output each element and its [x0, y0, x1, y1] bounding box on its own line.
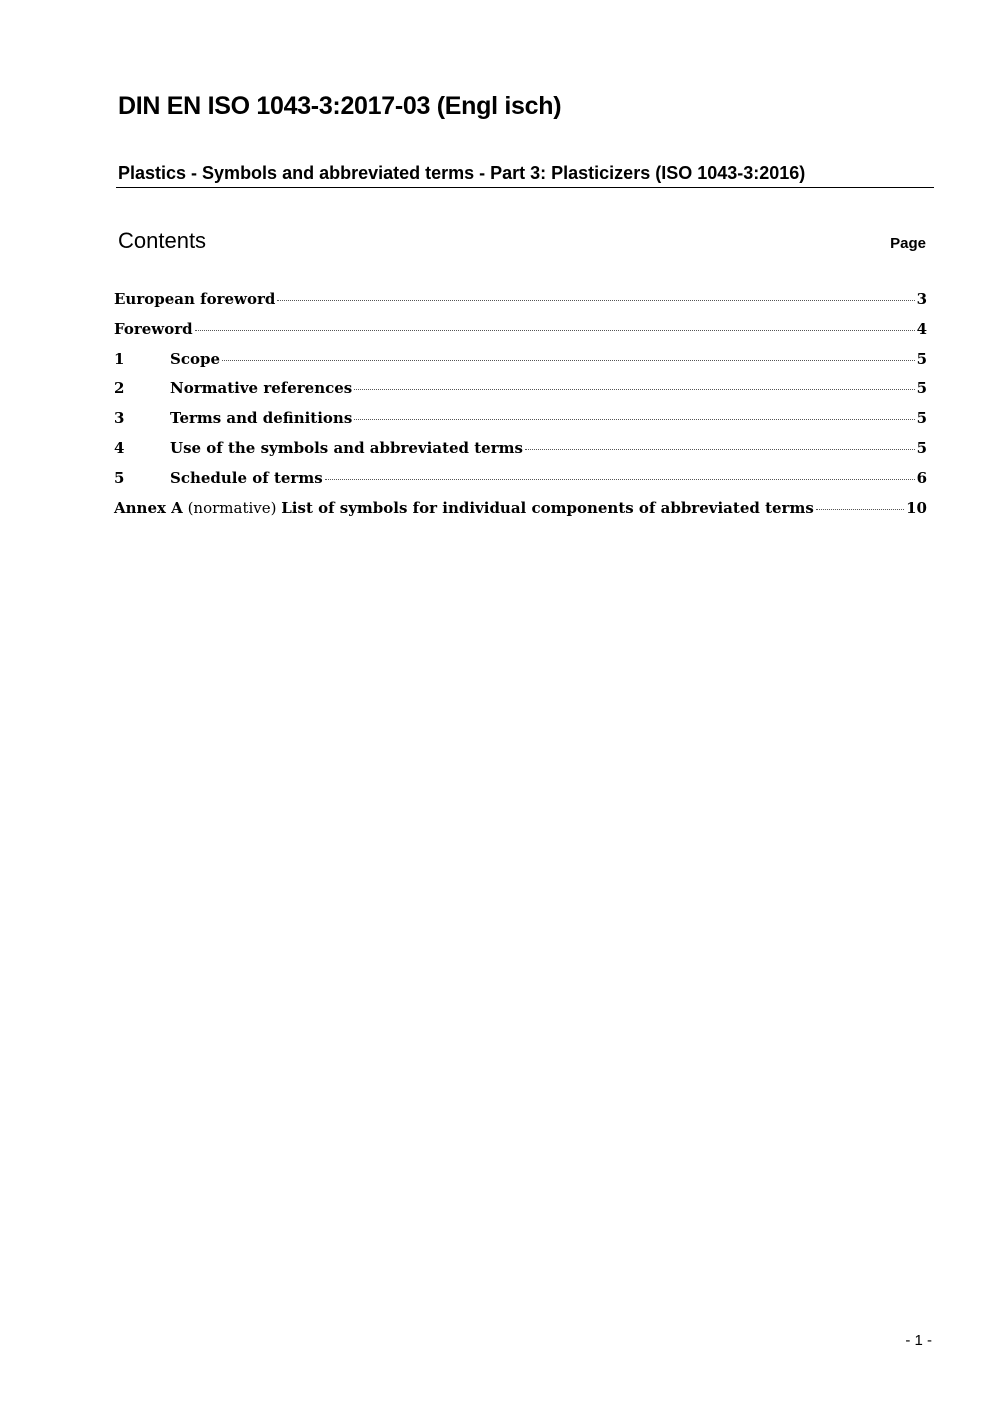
- toc-entry-schedule-of-terms[interactable]: [114, 469, 927, 499]
- toc-entry-page: 5: [916, 438, 927, 457]
- toc-entry-normative-references[interactable]: [114, 379, 927, 409]
- toc-entry-title: Scope: [170, 349, 221, 368]
- toc-entry-page: 4: [916, 319, 927, 338]
- toc-entry-page: 10: [906, 498, 927, 517]
- toc-entry-number: 1: [114, 349, 125, 368]
- toc-entry-title: Normative references: [170, 379, 353, 398]
- annex-type: (normative): [182, 498, 282, 517]
- toc-dot-leader: [354, 389, 914, 390]
- toc-entry-title: [114, 499, 814, 517]
- annex-title: List of symbols for individual components of abbreviated terms: [281, 498, 814, 517]
- toc-entry-title: Use of the symbols and abbreviated terms: [170, 438, 523, 457]
- toc-entry-number: 3: [114, 409, 125, 428]
- page-number: - 1 -: [905, 1332, 932, 1349]
- toc-dot-leader: [354, 419, 914, 420]
- toc-dot-leader: [222, 360, 915, 361]
- table-of-contents: [114, 290, 927, 528]
- document-title: DIN EN ISO 1043-3:2017-03 (Engl isch): [118, 92, 562, 120]
- toc-entry-title: European foreword: [114, 290, 276, 308]
- toc-entry-title: Terms and definitions: [170, 409, 353, 428]
- toc-entry-terms-and-definitions[interactable]: [114, 409, 927, 439]
- document-subtitle: Plastics - Symbols and abbreviated terms - Part 3: Plasticizers (ISO 1043-3:2016): [118, 163, 806, 183]
- toc-entry-number: 4: [114, 438, 125, 457]
- toc-entry-page: 5: [916, 409, 927, 428]
- toc-entry-foreword[interactable]: [114, 320, 927, 350]
- toc-entry-title: Schedule of terms: [170, 468, 323, 487]
- toc-dot-leader: [816, 509, 904, 510]
- contents-heading: Contents: [118, 228, 207, 253]
- annex-label: Annex A: [114, 498, 183, 517]
- toc-dot-leader: [525, 449, 915, 450]
- toc-entry-number: 2: [114, 379, 125, 398]
- toc-dot-leader: [195, 330, 915, 331]
- toc-entry-number: 5: [114, 468, 125, 487]
- page-column-heading: Page: [890, 235, 926, 252]
- toc-entry-title: Foreword: [114, 319, 193, 338]
- toc-entry-annex-a[interactable]: [114, 499, 927, 529]
- toc-entry-use-of-symbols[interactable]: [114, 439, 927, 469]
- toc-dot-leader: [277, 300, 914, 301]
- toc-entry-scope[interactable]: [114, 350, 927, 380]
- toc-entry-european-foreword[interactable]: [114, 290, 927, 320]
- toc-dot-leader: [325, 479, 915, 480]
- toc-entry-page: 5: [916, 379, 927, 398]
- subtitle-underline: [116, 187, 934, 188]
- toc-entry-page: 3: [916, 290, 927, 308]
- toc-entry-page: 5: [916, 349, 927, 368]
- toc-entry-page: 6: [916, 468, 927, 487]
